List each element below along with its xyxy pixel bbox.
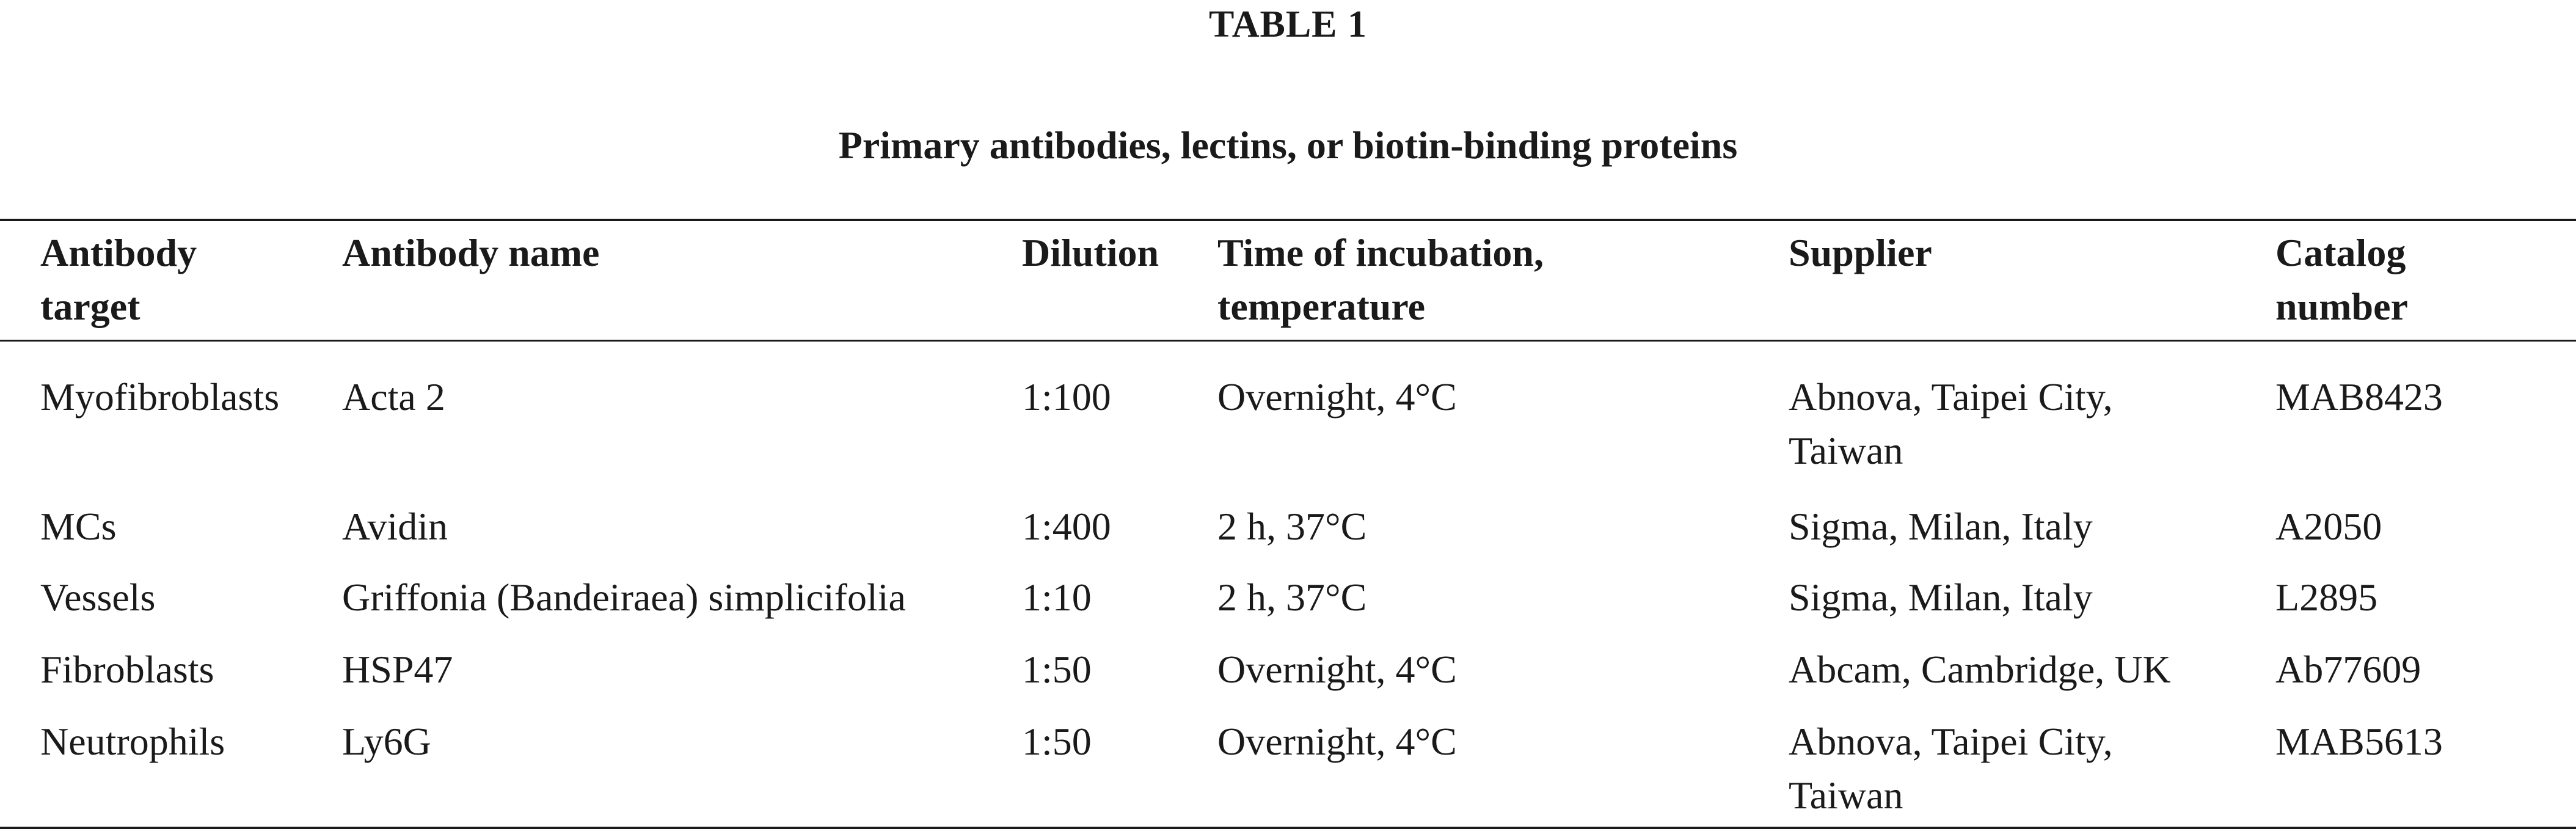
header-catalog-number: Catalog number — [2275, 231, 2408, 328]
cell-antibody-target: Vessels — [40, 576, 156, 619]
cell-time-temperature: 2 h, 37°C — [1217, 576, 1367, 619]
cell-catalog-number: A2050 — [2275, 505, 2382, 548]
cell-time-temperature: 2 h, 37°C — [1217, 505, 1367, 548]
table-top-rule — [0, 219, 2576, 221]
table-bottom-rule — [0, 827, 2576, 829]
cell-dilution: 1:50 — [1022, 720, 1092, 763]
cell-antibody-target: Fibroblasts — [40, 648, 214, 691]
cell-antibody-name: HSP47 — [342, 648, 453, 691]
cell-supplier: Abnova, Taipei City, Taiwan — [1789, 720, 2113, 817]
cell-supplier: Sigma, Milan, Italy — [1789, 505, 2093, 548]
cell-dilution: 1:400 — [1022, 505, 1111, 548]
table-header-rule — [0, 340, 2576, 342]
cell-antibody-name: Griffonia (Bandeiraea) simplicifolia — [342, 576, 906, 619]
header-antibody-name: Antibody name — [342, 231, 600, 274]
cell-time-temperature: Overnight, 4°C — [1217, 648, 1457, 691]
cell-supplier: Abcam, Cambridge, UK — [1789, 648, 2171, 691]
cell-catalog-number: L2895 — [2275, 576, 2378, 619]
table-label: TABLE 1 — [1208, 4, 1368, 45]
cell-time-temperature: Overnight, 4°C — [1217, 375, 1457, 419]
cell-antibody-name: Acta 2 — [342, 375, 445, 419]
header-dilution: Dilution — [1022, 231, 1159, 274]
header-antibody-target: Antibody target — [40, 231, 197, 328]
cell-dilution: 1:50 — [1022, 648, 1092, 691]
cell-supplier: Sigma, Milan, Italy — [1789, 576, 2093, 619]
cell-catalog-number: MAB5613 — [2275, 720, 2443, 763]
header-time-temperature: Time of incubation, temperature — [1217, 231, 1544, 328]
cell-antibody-target: Neutrophils — [40, 720, 225, 763]
table-caption: Primary antibodies, lectins, or biotin-binding proteins — [838, 123, 1738, 167]
header-supplier: Supplier — [1789, 231, 1932, 274]
cell-antibody-target: MCs — [40, 505, 117, 548]
cell-supplier: Abnova, Taipei City, Taiwan — [1789, 375, 2113, 472]
cell-dilution: 1:10 — [1022, 576, 1092, 619]
cell-catalog-number: MAB8423 — [2275, 375, 2443, 419]
cell-antibody-name: Avidin — [342, 505, 448, 548]
cell-antibody-target: Myofibroblasts — [40, 375, 280, 419]
cell-dilution: 1:100 — [1022, 375, 1111, 419]
cell-antibody-name: Ly6G — [342, 720, 431, 763]
cell-time-temperature: Overnight, 4°C — [1217, 720, 1457, 763]
cell-catalog-number: Ab77609 — [2275, 648, 2421, 691]
